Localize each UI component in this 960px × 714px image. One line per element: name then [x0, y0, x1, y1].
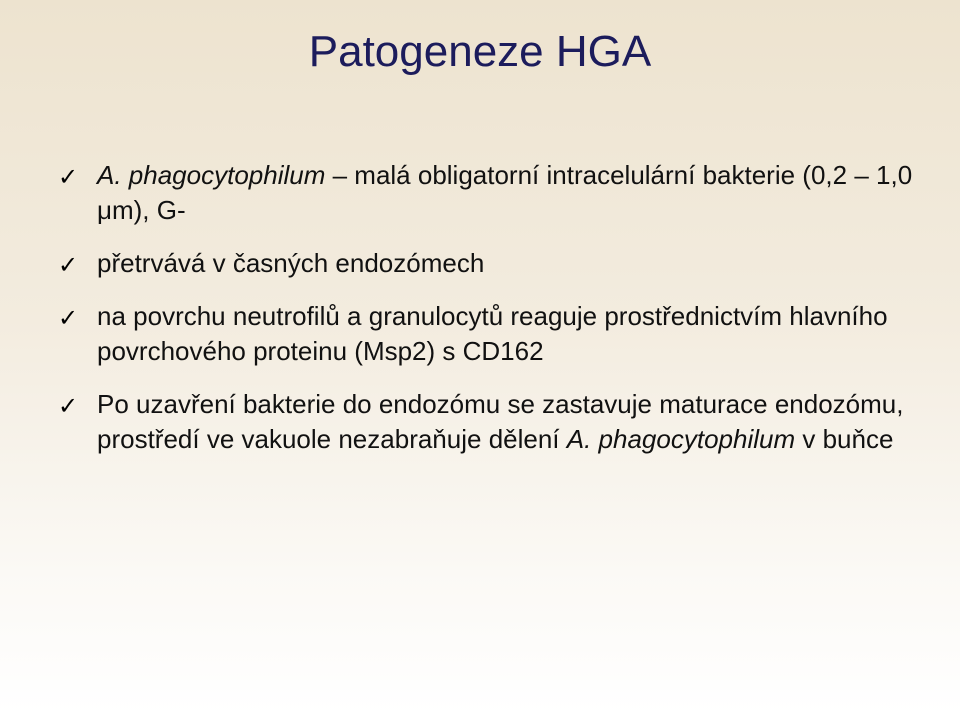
bullet-item [58, 158, 938, 228]
checkmark-icon: ✓ [58, 393, 79, 420]
bullet-item [58, 246, 938, 281]
species-name: A. phagocytophilum [97, 160, 326, 190]
checkmark-icon: ✓ [58, 305, 79, 332]
checkmark-icon: ✓ [58, 164, 79, 191]
bullet-list [58, 158, 938, 457]
bullet-text-suffix: v buňce [795, 424, 894, 454]
bullet-text: Po uzavření bakterie do endozómu se zastavuje maturace endozómu, prostředí ve vakuole nezabraňuje dělení [97, 389, 904, 454]
species-name: A. phagocytophilum [566, 424, 796, 454]
bullet-item [58, 387, 938, 457]
bullet-item [58, 299, 938, 369]
slide-title: Patogeneze HGA [308, 27, 652, 76]
bullet-text: na povrchu neutrofilů a granulocytů reaguje prostřednictvím hlavního povrchového proteinu (Msp2) s CD162 [97, 301, 888, 366]
checkmark-icon: ✓ [58, 252, 79, 279]
bullet-text: – malá obligatorní intracelulární bakterie (0,2 – 1,0 μm), G- [97, 160, 913, 225]
bullet-text: přetrvává v časných endozómech [97, 248, 485, 278]
